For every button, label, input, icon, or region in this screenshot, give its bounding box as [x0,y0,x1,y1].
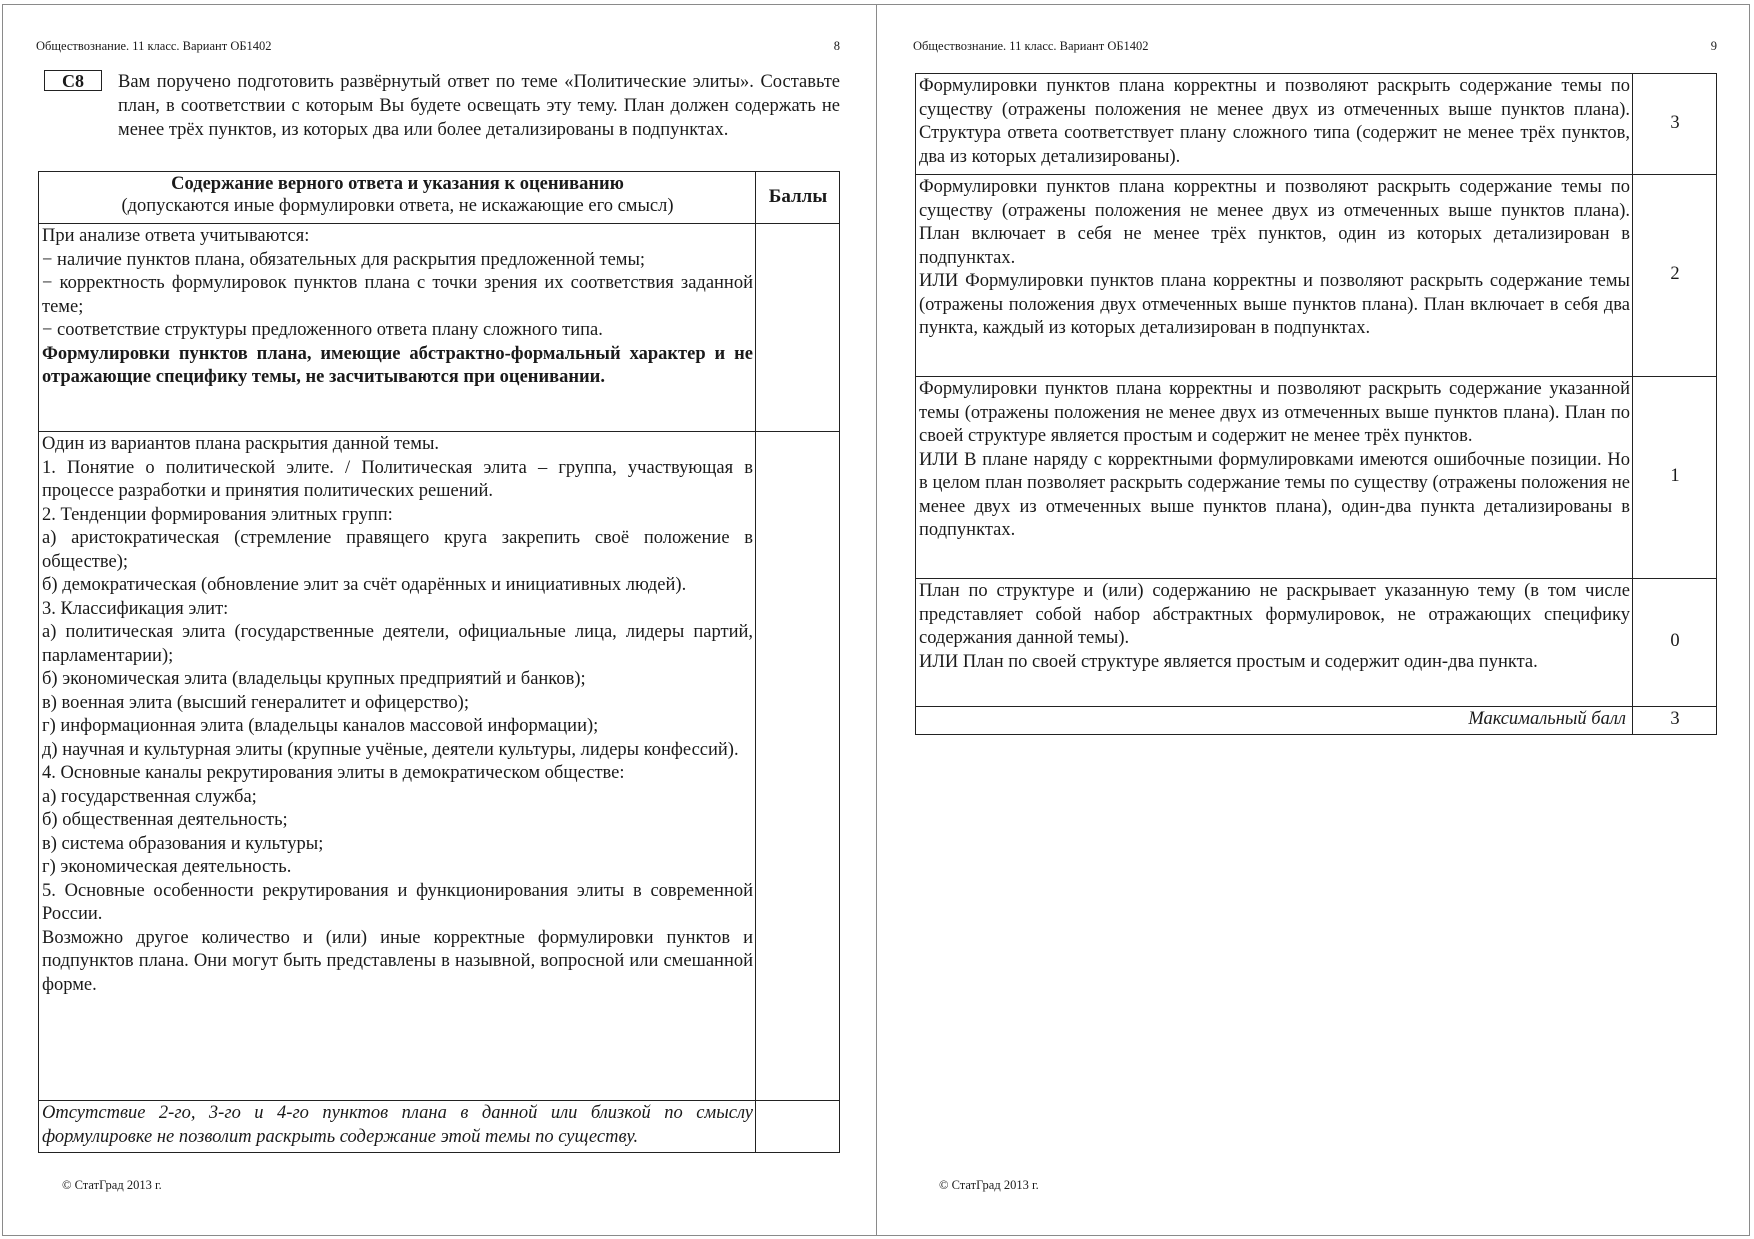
page-header [36,39,840,54]
page-header [913,39,1717,54]
score-row [916,74,1717,175]
plan-line: б) демократическая (обновление элит за счёт одарённых и инициативных людей). [42,575,687,595]
plan-line: а) аристократическая (стремление правящего круга закрепить своё положение в обществе); [42,528,753,572]
plan-line: Возможно другое количество и (или) иные корректные формулировки пунктов и подпунктов плана. Они могут быть представлены в назывной, вопросной или смешанной форме. [42,927,753,995]
score-row [916,377,1717,579]
max-score-row [916,707,1717,735]
page-number: 8 [833,39,840,53]
page-footer: © СтатГрад 2013 г. [939,1178,1039,1192]
plan-row [39,432,840,1101]
plan-line: 3. Классификация элит: [42,598,229,619]
plan-line: г) экономическая деятельность. [42,857,292,877]
score-points-cell: 3 [1633,74,1717,175]
max-score-value: 3 [1633,707,1717,735]
criteria-row [39,224,840,432]
task-text: Вам поручено подготовить развёрнутый ответ по теме «Политические элиты». Составьте план, в соответствии с которым Вы будете освещать эту тему. План должен содержать не менее трёх пунктов, из которых два или более детализированы в подпунктах. [118,72,840,140]
plan-line: б) экономическая элита (владельцы крупных предприятий и банков); [42,669,586,689]
score-points-cell: 0 [1633,579,1717,707]
page-left [36,0,840,1239]
score-row [916,579,1717,707]
points-cell [756,432,840,1101]
criteria-cell [39,224,756,432]
plan-line: а) политическая элита (государственные деятели, официальные лица, лидеры партий, парламентарии); [42,622,753,666]
points-cell [756,224,840,432]
score-paragraph: ИЛИ В плане наряду с корректными формулировками имеются ошибочные позиции. Но в целом план позволяет раскрыть содержание темы по существу (отражены положения не менее двух из отмеченных выше пунктов плана), один-два пункта детализированы в подпунктах. [919,449,1630,540]
criteria-line: При анализе ответа учитываются: [42,226,310,246]
page-footer: © СтатГрад 2013 г. [62,1178,162,1192]
score-row [916,175,1717,377]
header-subtitle: (допускаются иные формулировки ответа, не искажающие его смысл) [121,196,674,216]
plan-line: 5. Основные особенности рекрутирования и функционирования элиты в современной России. [42,880,753,924]
plan-line: 1. Понятие о политической элите. / Политическая элита – группа, участвующая в процессе разработки и принятия политических решений. [42,457,753,501]
answer-table [38,171,840,1153]
criteria-line: − соответствие структуры предложенного ответа плану сложного типа. [42,320,603,340]
criteria-line: − корректность формулировок пунктов плана с точки зрения их соответствия заданной теме; [42,273,753,317]
score-paragraph: План по структуре и (или) содержанию не раскрывает указанную тему (в том числе представляет собой набор абстрактных формулировок, не отражающих специфику содержания данной темы). [919,581,1630,648]
plan-line: г) информационная элита (владельцы каналов массовой информации); [42,716,599,736]
plan-line: в) система образования и культуры; [42,833,324,854]
criteria-line: − наличие пунктов плана, обязательных для раскрытия предложенной темы; [42,249,646,270]
plan-line: а) государственная служба; [42,786,257,807]
plan-line: 4. Основные каналы рекрутирования элиты в демократическом обществе: [42,763,625,783]
plan-line: д) научная и культурная элиты (крупные учёные, деятели культуры, лидеры конфессий). [42,739,739,760]
header-title: Содержание верного ответа и указания к оцениванию [171,174,624,194]
score-paragraph: Формулировки пунктов плана корректны и позволяют раскрыть содержание указанной темы (отражены положения не менее двух из отмеченных выше пунктов плана). План по своей структуре является простым и содержит не менее трёх пунктов. [919,379,1630,446]
page-divider [876,4,877,1236]
plan-cell [39,432,756,1101]
score-paragraph: Формулировки пунктов плана корректны и позволяют раскрыть содержание темы по существу (отражены положения не менее двух из отмеченных выше пунктов плана). Структура ответа соответствует плану сложного типа (содержит не менее трёх пунктов, два из которых детализированы). [919,76,1630,167]
max-score-label: Максимальный балл [916,707,1633,735]
score-criteria-cell [916,74,1633,175]
criteria-bold-note: Формулировки пунктов плана, имеющие абстрактно-формальный характер и не отражающие специфику темы, не засчитываются при оценивании. [42,343,753,387]
table-header-row [39,172,840,224]
plan-line: б) общественная деятельность; [42,810,288,830]
points-cell [756,1101,840,1153]
score-paragraph: Формулировки пунктов плана корректны и позволяют раскрыть содержание темы по существу (отражены положения не менее двух из отмеченных выше пунктов плана). План включает в себя не менее трёх пунктов, один из которых детализирован в подпунктах. [919,177,1630,268]
note-row [39,1101,840,1153]
header-content-cell [39,172,756,224]
page-right [913,0,1717,1239]
scoring-table [915,73,1717,735]
score-criteria-cell [916,579,1633,707]
plan-line: Один из вариантов плана раскрытия данной темы. [42,434,440,454]
page-number: 9 [1710,39,1717,53]
note-cell: Отсутствие 2-го, 3-го и 4-го пунктов плана в данной или близкой по смыслу формулировке не позволит раскрыть содержание этой темы по существу. [39,1101,756,1153]
score-paragraph: ИЛИ Формулировки пунктов плана корректны и позволяют раскрыть содержание темы (отражены положения двух отмеченных выше пунктов плана). План включает в себя два пункта, каждый из которых детализирован в подпунктах. [919,271,1630,338]
header-subject: Обществознание. 11 класс. Вариант ОБ1402 [36,39,272,53]
score-points-cell: 1 [1633,377,1717,579]
score-criteria-cell [916,175,1633,377]
task-code: С8 [44,70,102,91]
score-paragraph: ИЛИ План по своей структуре является простым и содержит один-два пункта. [919,651,1538,672]
header-subject: Обществознание. 11 класс. Вариант ОБ1402 [913,39,1149,53]
score-criteria-cell [916,377,1633,579]
plan-line: в) военная элита (высший генералитет и офицерство); [42,692,469,713]
plan-line: 2. Тенденции формирования элитных групп: [42,504,393,525]
task-statement [44,70,840,142]
score-points-cell: 2 [1633,175,1717,377]
header-points-cell: Баллы [756,172,840,224]
